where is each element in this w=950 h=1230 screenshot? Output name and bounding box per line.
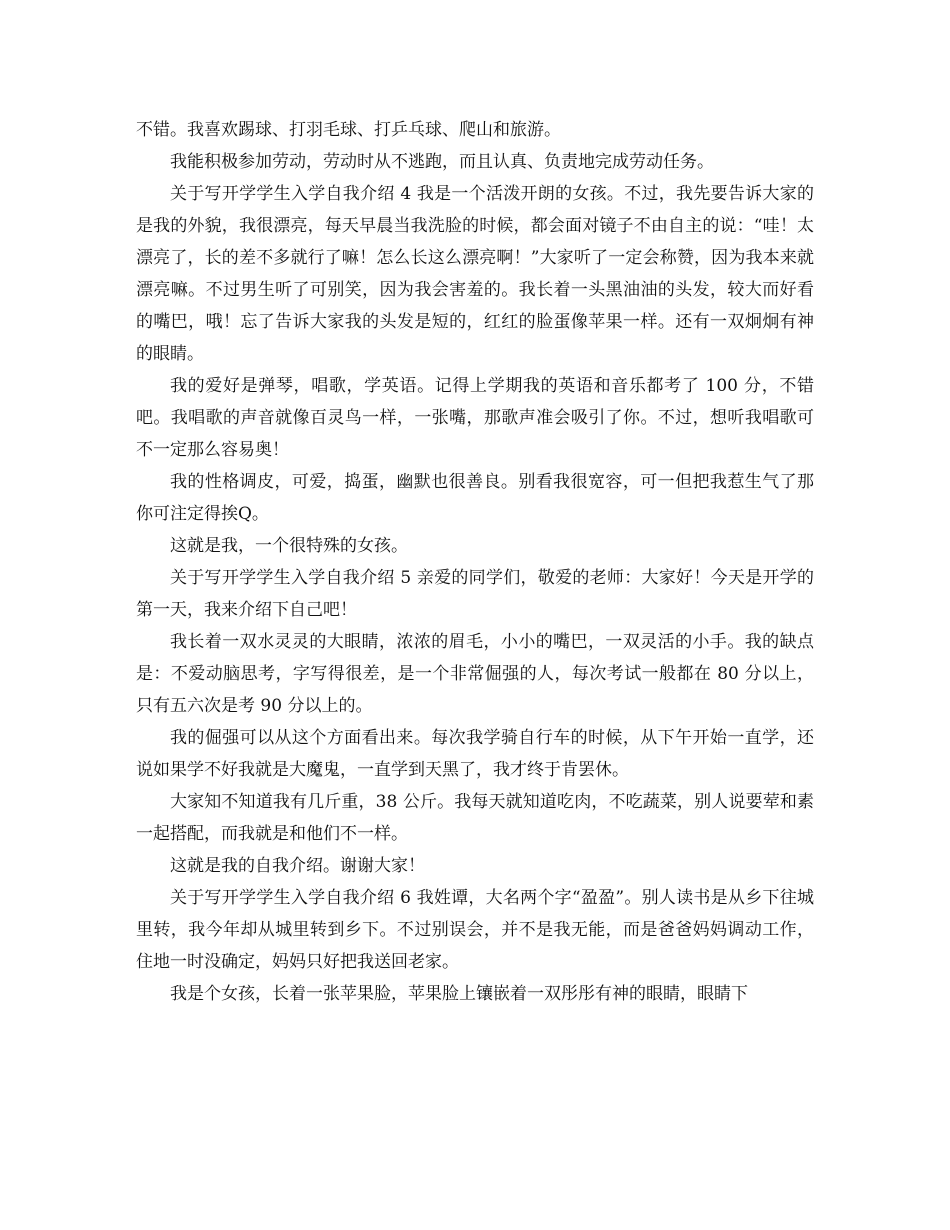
- paragraph-8: 我长着一双水灵灵的大眼睛，浓浓的眉毛，小小的嘴巴，一双灵活的小手。我的缺点是：不爱动脑思考，字写得很差，是一个非常倔强的人，每次考试一般都在 80 分以上，只有五六次是考 90 分以上的。: [136, 632, 814, 716]
- paragraph-6: 这就是我，一个很特殊的女孩。: [170, 536, 408, 556]
- paragraph-11: 这就是我的自我介绍。谢谢大家！: [170, 856, 425, 876]
- paragraph-4: 我的爱好是弹琴，唱歌，学英语。记得上学期我的英语和音乐都考了 100 分，不错吧。我唱歌的声音就像百灵鸟一样，一张嘴，那歌声准会吸引了你。不过，想听我唱歌可不一定那么容易奥！: [136, 376, 814, 460]
- paragraph-9: 我的倔强可以从这个方面看出来。每次我学骑自行车的时候，从下午开始一直学，还说如果学不好我就是大魔鬼，一直学到天黑了，我才终于肯罢休。: [136, 728, 814, 780]
- paragraph-3: 关于写开学学生入学自我介绍 4 我是一个活泼开朗的女孩。不过，我先要告诉大家的是我的外貌，我很漂亮，每天早晨当我洗脸的时候，都会面对镜子不由自主的说：“哇！太漂亮了，长的差不多就行了嘛！怎么长这么漂亮啊！”大家听了一定会称赞，因为我本来就漂亮嘛。不过男生听了可别笑，因为我会害羞的。我长着一头黑油油的头发，较大而好看的嘴巴，哦！忘了告诉大家我的头发是短的，红红的脸蛋像苹果一样。还有一双炯炯有神的眼睛。: [136, 184, 814, 364]
- paragraph-5: 我的性格调皮，可爱，捣蛋，幽默也很善良。别看我很宽容，可一但把我惹生气了那你可注定得挨Q。: [136, 472, 814, 524]
- document-page: [136, 114, 814, 1010]
- paragraph-13: 我是个女孩，长着一张苹果脸，苹果脸上镶嵌着一双彤彤有神的眼睛，眼睛下: [170, 984, 748, 1004]
- paragraph-12: 关于写开学学生入学自我介绍 6 我姓谭，大名两个字“盈盈”。别人读书是从乡下往城里转，我今年却从城里转到乡下。不过别误会，并不是我无能，而是爸爸妈妈调动工作，住地一时没确定，妈妈只好把我送回老家。: [136, 888, 814, 972]
- paragraph-1: 不错。我喜欢踢球、打羽毛球、打乒乓球、爬山和旅游。: [136, 120, 561, 140]
- paragraph-7: 关于写开学学生入学自我介绍 5 亲爱的同学们，敬爱的老师：大家好！今天是开学的第一天，我来介绍下自己吧！: [136, 568, 814, 620]
- paragraph-10: 大家知不知道我有几斤重，38 公斤。我每天就知道吃肉，不吃蔬菜，别人说要荤和素一起搭配，而我就是和他们不一样。: [136, 792, 814, 844]
- paragraph-2: 我能积极参加劳动，劳动时从不逃跑，而且认真、负责地完成劳动任务。: [170, 152, 714, 172]
